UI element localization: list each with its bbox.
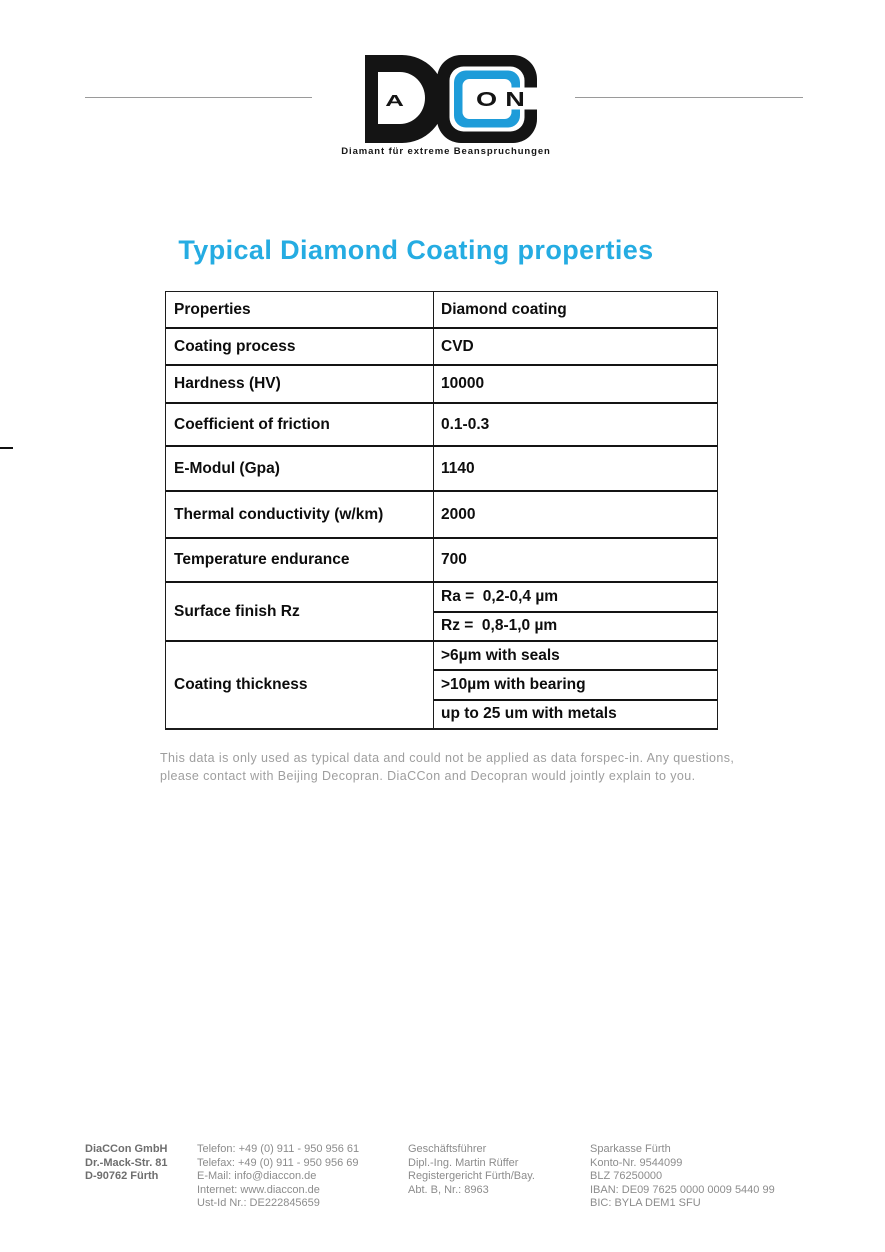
footer-contact-info	[197, 1143, 359, 1211]
table-row	[166, 329, 717, 366]
footer-line: Ust-Id Nr.: DE222845659	[197, 1197, 320, 1210]
footer-line: Telefax: +49 (0) 911 - 950 956 69	[197, 1156, 359, 1169]
property-cell: Hardness (HV)	[174, 375, 281, 392]
page-title: Typical Diamond Coating properties	[178, 235, 654, 265]
footer-line: Abt. B, Nr.: 8963	[408, 1183, 489, 1196]
value-cell-wrap	[433, 447, 717, 490]
header-value-cell: Diamond coating	[441, 300, 567, 318]
value-cell: >6µm with seals	[434, 642, 717, 671]
fold-mark	[0, 447, 13, 449]
property-cell: Coefficient of friction	[174, 415, 330, 433]
property-cell: Temperature endurance	[174, 551, 350, 568]
value-cell-wrap	[433, 366, 717, 402]
footer-line: E-Mail: info@diaccon.de	[197, 1170, 317, 1183]
value-cell: Ra = 0,2-0,4 µm	[434, 583, 717, 613]
header-rule-left	[85, 97, 312, 98]
header-rule-right	[575, 97, 803, 98]
footer-line: Telefon: +49 (0) 911 - 950 956 61	[197, 1143, 360, 1155]
property-cell: E-Modul (Gpa)	[174, 459, 280, 477]
footer-company-address	[85, 1143, 168, 1184]
footer-line: Dipl.-Ing. Martin Rüffer	[408, 1156, 519, 1169]
value-cell: >10µm with bearing	[434, 671, 717, 700]
footer-line: Dr.-Mack-Str. 81	[85, 1156, 168, 1169]
value-cell: CVD	[441, 337, 474, 355]
header-property-cell: Properties	[174, 300, 251, 318]
logo-tagline: Diamant für extreme Beanspruchungen	[341, 146, 551, 157]
disclaimer-line: This data is only used as typical data and could not be applied as data forspec-in. Any questions,	[160, 751, 735, 765]
value-cell: 0.1-0.3	[441, 415, 490, 433]
value-cell-wrap	[433, 404, 717, 445]
properties-table	[165, 291, 718, 730]
footer-line: DiaCCon GmbH	[85, 1143, 168, 1155]
value-cell: Rz = 0,8-1,0 µm	[441, 617, 558, 635]
value-cell-wrap	[433, 642, 717, 728]
table-header-row	[166, 292, 717, 329]
footer-line: Internet: www.diaccon.de	[197, 1183, 320, 1196]
value-cell: 700	[441, 551, 467, 568]
value-cell-wrap	[433, 583, 717, 640]
footer-line: BIC: BYLA DEM1 SFU	[590, 1197, 701, 1210]
value-cell-wrap	[433, 539, 717, 581]
footer-line: IBAN: DE09 7625 0000 0009 5440 99	[590, 1183, 775, 1196]
property-cell: Thermal conductivity (w/km)	[174, 505, 384, 523]
table-row	[166, 492, 717, 539]
footer-bank-info	[590, 1143, 775, 1211]
logo-ia-letters: IA	[370, 93, 412, 110]
property-cell: Surface finish Rz	[174, 602, 300, 620]
footer-line: Registergericht Fürth/Bay.	[408, 1170, 535, 1183]
value-cell: 2000	[441, 505, 476, 523]
header-value-cell-wrap	[433, 292, 717, 327]
footer-line: D-90762 Fürth	[85, 1170, 159, 1183]
value-cell: 1140	[441, 459, 475, 477]
table-row	[166, 642, 717, 728]
disclaimer-line: please contact with Beijing Decopran. DiaCCon and Decopran would jointly explain to you.	[160, 769, 696, 783]
value-cell: 10000	[441, 375, 485, 392]
footer-line: Sparkasse Fürth	[590, 1143, 671, 1155]
footer-line: Geschäftsführer	[408, 1143, 487, 1155]
disclaimer-note	[160, 749, 746, 785]
table-row	[166, 447, 717, 492]
table-row	[166, 404, 717, 447]
footer-registry-info	[408, 1143, 535, 1197]
footer-line: Konto-Nr. 9544099	[590, 1156, 683, 1169]
diaccon-logo-icon	[355, 54, 539, 146]
table-row	[166, 539, 717, 583]
table-row	[166, 583, 717, 642]
footer-line: BLZ 76250000	[590, 1170, 663, 1183]
value-cell: up to 25 um with metals	[441, 705, 617, 723]
value-cell-wrap	[433, 329, 717, 364]
logo-on-letters: ON	[476, 89, 533, 111]
property-cell: Coating process	[174, 337, 296, 355]
property-cell: Coating thickness	[174, 676, 308, 693]
table-row	[166, 366, 717, 404]
value-cell-wrap	[433, 492, 717, 537]
